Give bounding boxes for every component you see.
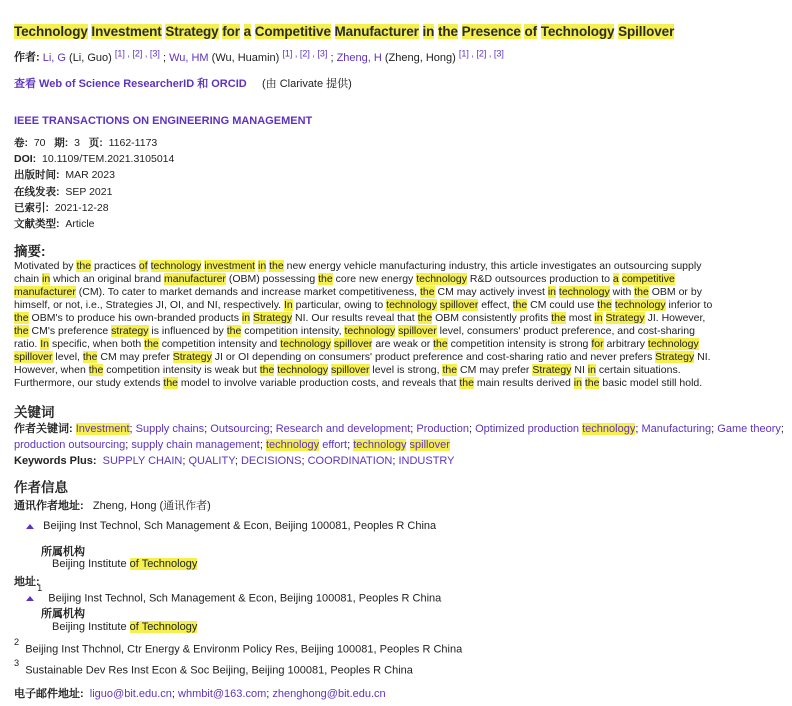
- abstract-text: OBM's to produce his own-branded products: [28, 312, 242, 324]
- indexed-label: 已索引:: [14, 202, 49, 214]
- abstract-text: core new energy: [332, 273, 417, 285]
- highlighted-term: the: [82, 351, 98, 363]
- corr-author-label: 通讯作者地址:: [14, 500, 84, 512]
- indexed-value: 2021-12-28: [54, 202, 109, 214]
- abstract-line: [14, 260, 776, 273]
- abstract-text: practices: [91, 260, 139, 272]
- highlighted-term: in: [594, 312, 603, 324]
- corr-address: Beijing Inst Technol, Sch Management & Econ, Beijing 100081, Peoples R China: [43, 520, 437, 532]
- highlighted-term: for: [222, 24, 240, 39]
- highlighted-term: technology: [647, 338, 699, 350]
- highlighted-term: the: [459, 377, 474, 389]
- author-keyword-link[interactable]: [136, 423, 205, 435]
- abstract-text: (OBM) possessing: [225, 273, 319, 285]
- highlighted-term: in: [422, 24, 435, 39]
- pubdate-label: 出版时间:: [14, 169, 60, 181]
- highlighted-term: Competitive: [254, 24, 331, 39]
- address-num: 3: [14, 658, 20, 668]
- email-link[interactable]: liguo@bit.edu.cn: [89, 688, 172, 700]
- indexed-row: [14, 201, 109, 215]
- abstract-text: NI.: [694, 351, 711, 363]
- researcher-id-row: [14, 75, 352, 91]
- highlighted-term: for: [591, 338, 604, 350]
- address-text: Beijing Inst Thchnol, Ctr Energy & Environm Policy Res, Beijing 100081, Peoples R China: [25, 643, 463, 656]
- author-keyword-link[interactable]: [210, 423, 269, 435]
- highlighted-term: technology: [344, 325, 396, 337]
- abstract-text: specific, when both: [49, 338, 145, 350]
- abstract-text: level, consumers' product preference, and cost-sharing: [436, 325, 695, 337]
- abstract-text: basic model still hold.: [599, 377, 703, 389]
- highlighted-term: the: [417, 312, 433, 324]
- highlighted-term: the: [14, 312, 29, 324]
- abstract-text: ratio.: [14, 338, 41, 350]
- highlighted-term: manufacturer: [14, 286, 76, 298]
- abstract-text: arbitrary: [603, 338, 648, 350]
- keywords-plus-link[interactable]: COORDINATION: [307, 455, 393, 467]
- authors-line: 作者: Li, G (Li, Guo) [1] , [2] , [3] ; Wu, HM (Wu, Huamin) [1] , [2] , [3] ; Zheng, H (Zheng, Hong) [1] , [2] , [3]: [14, 48, 504, 64]
- email-link[interactable]: whmbit@163.com: [178, 688, 267, 700]
- highlighted-term: the: [318, 273, 333, 285]
- doi-row: [14, 152, 174, 166]
- keyword-text: Outsourcing: [210, 423, 270, 435]
- highlighted-term: In: [284, 299, 293, 311]
- abstract-text: certain situations.: [595, 364, 681, 376]
- abstract-text: CM may prefer: [457, 364, 533, 376]
- highlighted-term: spillover: [439, 299, 479, 311]
- abstract-text: (CM). To cater to market demands and increase market competitiveness,: [75, 286, 420, 298]
- author-keyword-link[interactable]: [14, 439, 125, 451]
- abstract-text: CM could use: [527, 299, 598, 311]
- highlighted-term: the: [76, 260, 92, 272]
- abstract-text: competition intensity is weak but: [103, 364, 260, 376]
- highlighted-term: the: [512, 299, 528, 311]
- address-row-2: [14, 637, 463, 656]
- keywords-plus-link[interactable]: DECISIONS: [240, 455, 302, 467]
- highlighted-term: technology: [150, 260, 202, 272]
- keywords-plus-link[interactable]: INDUSTRY: [398, 455, 455, 467]
- author-affiliation-refs[interactable]: [1] , [2] , [3]: [282, 48, 328, 58]
- highlighted-term: technology: [265, 438, 320, 451]
- highlighted-term: Strategy: [165, 24, 219, 39]
- highlighted-term: technology: [280, 338, 331, 350]
- author-keyword-link[interactable]: [475, 423, 635, 435]
- volume-row: [14, 136, 157, 150]
- highlighted-term: Strategy: [172, 351, 212, 363]
- highlighted-term: technology: [416, 273, 467, 285]
- highlighted-term: spillover: [14, 351, 53, 363]
- abstract-text: OBM or by: [648, 286, 702, 298]
- highlighted-term: Presence: [461, 24, 521, 39]
- highlighted-term: in: [258, 260, 267, 272]
- online-value: SEP 2021: [65, 186, 113, 198]
- highlighted-term: the: [551, 312, 566, 324]
- affiliation-label: 所属机构: [41, 546, 85, 558]
- corr-author-row: [14, 497, 211, 513]
- affiliation-name[interactable]: Beijing Institute of Technology: [52, 558, 198, 570]
- keywords-plus-link[interactable]: QUALITY: [188, 455, 235, 467]
- keyword-text: Production: [416, 423, 469, 435]
- highlighted-term: the: [634, 286, 649, 298]
- highlighted-term: Strategy: [655, 351, 695, 363]
- abstract-text: competition intensity,: [241, 325, 345, 337]
- keywords-plus: Keywords Plus: SUPPLY CHAIN; QUALITY; DECISIONS; COORDINATION; INDUSTRY: [14, 455, 455, 467]
- author-keyword-link[interactable]: [641, 423, 711, 435]
- highlighted-term: In: [40, 338, 50, 350]
- issue-label: 期:: [54, 137, 69, 149]
- highlighted-term: Strategy: [532, 364, 572, 376]
- collapse-triangle-icon[interactable]: [26, 596, 34, 601]
- abstract-line: [14, 273, 776, 286]
- title-text: [331, 24, 335, 39]
- highlighted-term: the: [226, 325, 242, 337]
- highlighted-term: technology: [558, 286, 610, 298]
- abstract-text: JI. However,: [644, 312, 706, 324]
- address-num: 2: [14, 637, 20, 647]
- author-name-link[interactable]: Li, G: [42, 51, 66, 64]
- highlighted-term: the: [269, 260, 284, 272]
- abstract-text: competition intensity is strong: [447, 338, 592, 350]
- highlighted-term: Manufacturer: [334, 24, 419, 39]
- abstract-text: CM may actively invest: [434, 286, 548, 298]
- author-full-name: (Zheng, Hong): [381, 51, 459, 64]
- doi-label: DOI:: [14, 153, 37, 165]
- abstract-text: R&D outsources production to: [467, 273, 613, 285]
- abstract-body: [14, 260, 776, 390]
- author-keyword-link[interactable]: [353, 439, 450, 451]
- abstract-text: Motivated by: [14, 260, 77, 272]
- corr-author-name: Zheng, Hong (通讯作者): [92, 500, 211, 512]
- author-affiliation-refs[interactable]: [1] , [2] , [3]: [114, 48, 160, 58]
- pubdate-value: MAR 2023: [65, 169, 115, 181]
- highlighted-term: Strategy: [605, 312, 645, 324]
- keywords-plus-label: Keywords Plus:: [14, 455, 97, 467]
- abstract-text: CM may prefer: [97, 351, 173, 363]
- author-keyword-link[interactable]: [76, 423, 130, 435]
- highlighted-term: the: [420, 286, 435, 298]
- issue-value: 3: [74, 137, 80, 149]
- highlighted-term: the: [88, 364, 104, 376]
- doctype-row: [14, 217, 95, 231]
- abstract-line: [14, 312, 776, 325]
- author-full-name: (Li, Guo): [65, 51, 115, 64]
- email-label: 电子邮件地址:: [14, 688, 84, 700]
- author-name-link[interactable]: Wu, HM: [169, 51, 209, 64]
- journal-link[interactable]: IEEE TRANSACTIONS ON ENGINEERING MANAGEMENT: [14, 115, 313, 127]
- highlighted-term: Spillover: [618, 24, 675, 39]
- keyword-text: supply chain management: [131, 438, 260, 451]
- abstract-text: CM's preference: [28, 325, 112, 337]
- online-row: [14, 185, 112, 199]
- author-keyword-link[interactable]: [131, 439, 259, 451]
- highlighted-term: the: [259, 364, 275, 376]
- abstract-text: JI or OI depending on consumers' product preference and cost-sharing ratio and never prefers: [211, 351, 656, 363]
- online-label: 在线发表:: [14, 186, 60, 198]
- highlighted-term: technology: [386, 299, 437, 311]
- highlighted-term: the: [433, 338, 448, 350]
- abstract-text: particular, owing to: [292, 299, 387, 311]
- pubdate-row: [14, 168, 115, 182]
- abstract-text: himself, or not, i.e., Strategies JI, OI, and NI, respectively.: [14, 299, 284, 311]
- affiliation-label: 所属机构: [41, 608, 85, 620]
- highlighted-term: strategy: [111, 325, 149, 337]
- abstract-text: inferior to: [665, 299, 713, 311]
- author-keyword-link[interactable]: [276, 423, 411, 435]
- abstract-text: are weak or: [372, 338, 434, 350]
- address-label: 地址:: [14, 576, 40, 588]
- abstract-line: [14, 377, 776, 390]
- abstract-text: new energy vehicle manufacturing industry, this article investigates an outsourcing supply: [283, 260, 702, 272]
- highlighted-term: of: [524, 24, 538, 39]
- abstract-text: level is strong,: [369, 364, 443, 376]
- highlighted-term: competitive: [621, 273, 675, 285]
- clarivate-note: (由 Clarivate 提供): [261, 78, 352, 90]
- abstract-text: model to involve variable production costs, and reveals that: [178, 377, 460, 389]
- author-keywords-label: 作者关键词:: [14, 423, 73, 435]
- keyword-text: Manufacturing: [641, 423, 712, 435]
- keyword-text: production outsourcing: [14, 438, 126, 451]
- pages-label: 页:: [88, 137, 103, 149]
- doctype-value: Article: [65, 218, 95, 230]
- affiliation-name[interactable]: Beijing Institute of Technology: [52, 621, 198, 633]
- keywords-heading: 关键词: [14, 405, 55, 420]
- abstract-text: main results derived: [473, 377, 574, 389]
- highlighted-term: Technology: [540, 24, 615, 39]
- highlighted-term: investment: [204, 260, 256, 272]
- author-affiliation-refs[interactable]: [1] , [2] , [3]: [458, 48, 504, 58]
- abstract-text: Furthermore, our study extends: [14, 377, 164, 389]
- highlighted-term: manufacturer: [164, 273, 226, 285]
- keyword-text: effort: [319, 438, 348, 451]
- address-num: 1: [37, 583, 43, 593]
- author-full-name: (Wu, Huamin): [208, 51, 283, 64]
- abstract-text: OBM consistently profits: [432, 312, 552, 324]
- highlighted-term: Investment: [91, 24, 162, 39]
- highlighted-term: in: [42, 273, 51, 285]
- highlighted-term: spillover: [333, 338, 373, 350]
- address-text: Beijing Inst Technol, Sch Management & Econ, Beijing 100081, Peoples R China: [48, 592, 442, 605]
- highlighted-term: in: [587, 364, 596, 376]
- doi-value: 10.1109/TEM.2021.3105014: [42, 153, 175, 165]
- volume-value: 70: [33, 137, 46, 149]
- doctype-label: 文献类型:: [14, 218, 60, 230]
- collapse-triangle-icon[interactable]: [26, 524, 34, 529]
- address-row-3: [14, 658, 413, 677]
- abstract-line: [14, 351, 776, 364]
- abstract-line: [14, 286, 776, 299]
- highlighted-term: the: [14, 325, 29, 337]
- highlighted-term: the: [144, 338, 159, 350]
- author-name-link[interactable]: Zheng, H: [336, 51, 382, 64]
- author-keywords: 作者关键词: Investment; Supply chains; Outsourcing; Research and development; Production; Optimized production technology; Manufacturing; Game theory; production outsourcing; supply chain management; technology effort; technology spillover: [14, 423, 784, 451]
- abstract-text: NI: [571, 364, 588, 376]
- highlighted-term: the: [437, 24, 458, 39]
- highlighted-term: Technology: [14, 24, 88, 39]
- highlighted-term: a: [612, 273, 619, 285]
- corr-address-row: [26, 520, 436, 532]
- highlighted-term: in: [241, 312, 251, 324]
- highlighted-term: technology: [582, 423, 636, 435]
- address-text: Sustainable Dev Res Inst Econ & Soc Beijing, Beijing 100081, Peoples R China: [25, 664, 413, 677]
- article-title: [14, 24, 674, 39]
- highlighted-term: technology: [353, 438, 407, 451]
- highlighted-term: Strategy: [253, 312, 293, 324]
- abstract-text: most: [565, 312, 595, 324]
- pages-value: 1162-1173: [108, 137, 158, 149]
- keyword-text: Research and development: [275, 423, 411, 435]
- highlighted-term: a: [243, 24, 252, 39]
- abstract-text: which an original brand: [50, 273, 165, 285]
- abstract-text: chain: [14, 273, 43, 285]
- abstract-text: However, when: [14, 364, 89, 376]
- author-info-heading: 作者信息: [14, 480, 68, 495]
- abstract-line: [14, 325, 776, 338]
- address-row-1: [26, 583, 442, 605]
- highlighted-term: technology: [277, 364, 329, 376]
- highlighted-term: spillover: [398, 325, 437, 337]
- volume-label: 卷:: [14, 137, 28, 149]
- abstract-text: with: [609, 286, 635, 298]
- abstract-text: is influenced by: [148, 325, 227, 337]
- title-text: [419, 24, 423, 39]
- highlighted-term: spillover: [409, 438, 450, 451]
- abstract-text: competition intensity and: [158, 338, 281, 350]
- highlighted-term: the: [597, 299, 612, 311]
- keywords-plus-link[interactable]: SUPPLY CHAIN: [102, 455, 183, 467]
- highlighted-term: of: [138, 260, 148, 272]
- email-row: 电子邮件地址: liguo@bit.edu.cn; whmbit@163.com; zhenghong@bit.edu.cn: [14, 688, 386, 700]
- keyword-text: Optimized production: [475, 423, 583, 435]
- researcher-id-link[interactable]: 查看 Web of Science ResearcherID 和 ORCID: [14, 78, 247, 90]
- abstract-text: level,: [52, 351, 83, 363]
- author-keyword-link[interactable]: [416, 423, 469, 435]
- author-keyword-link[interactable]: [717, 423, 781, 435]
- abstract-line: [14, 364, 776, 377]
- author-keyword-link[interactable]: [266, 439, 347, 451]
- keyword-text: Supply chains: [135, 423, 205, 435]
- abstract-text: effect,: [478, 299, 513, 311]
- highlighted-term: in: [547, 286, 556, 298]
- abstract-line: [14, 299, 776, 312]
- highlighted-term: in: [573, 377, 582, 389]
- highlighted-term: Investment: [75, 423, 130, 435]
- highlighted-term: technology: [614, 299, 666, 311]
- highlighted-term: spillover: [331, 364, 370, 376]
- highlighted-term: the: [584, 377, 600, 389]
- authors-label: 作者:: [14, 51, 40, 64]
- abstract-line: [14, 338, 776, 351]
- abstract-heading: 摘要:: [14, 244, 46, 259]
- highlighted-term: the: [163, 377, 179, 389]
- highlighted-term: the: [442, 364, 458, 376]
- keyword-text: Game theory: [717, 423, 781, 435]
- abstract-text: NI. Our results reveal that: [292, 312, 418, 324]
- email-link[interactable]: zhenghong@bit.edu.cn: [272, 688, 386, 700]
